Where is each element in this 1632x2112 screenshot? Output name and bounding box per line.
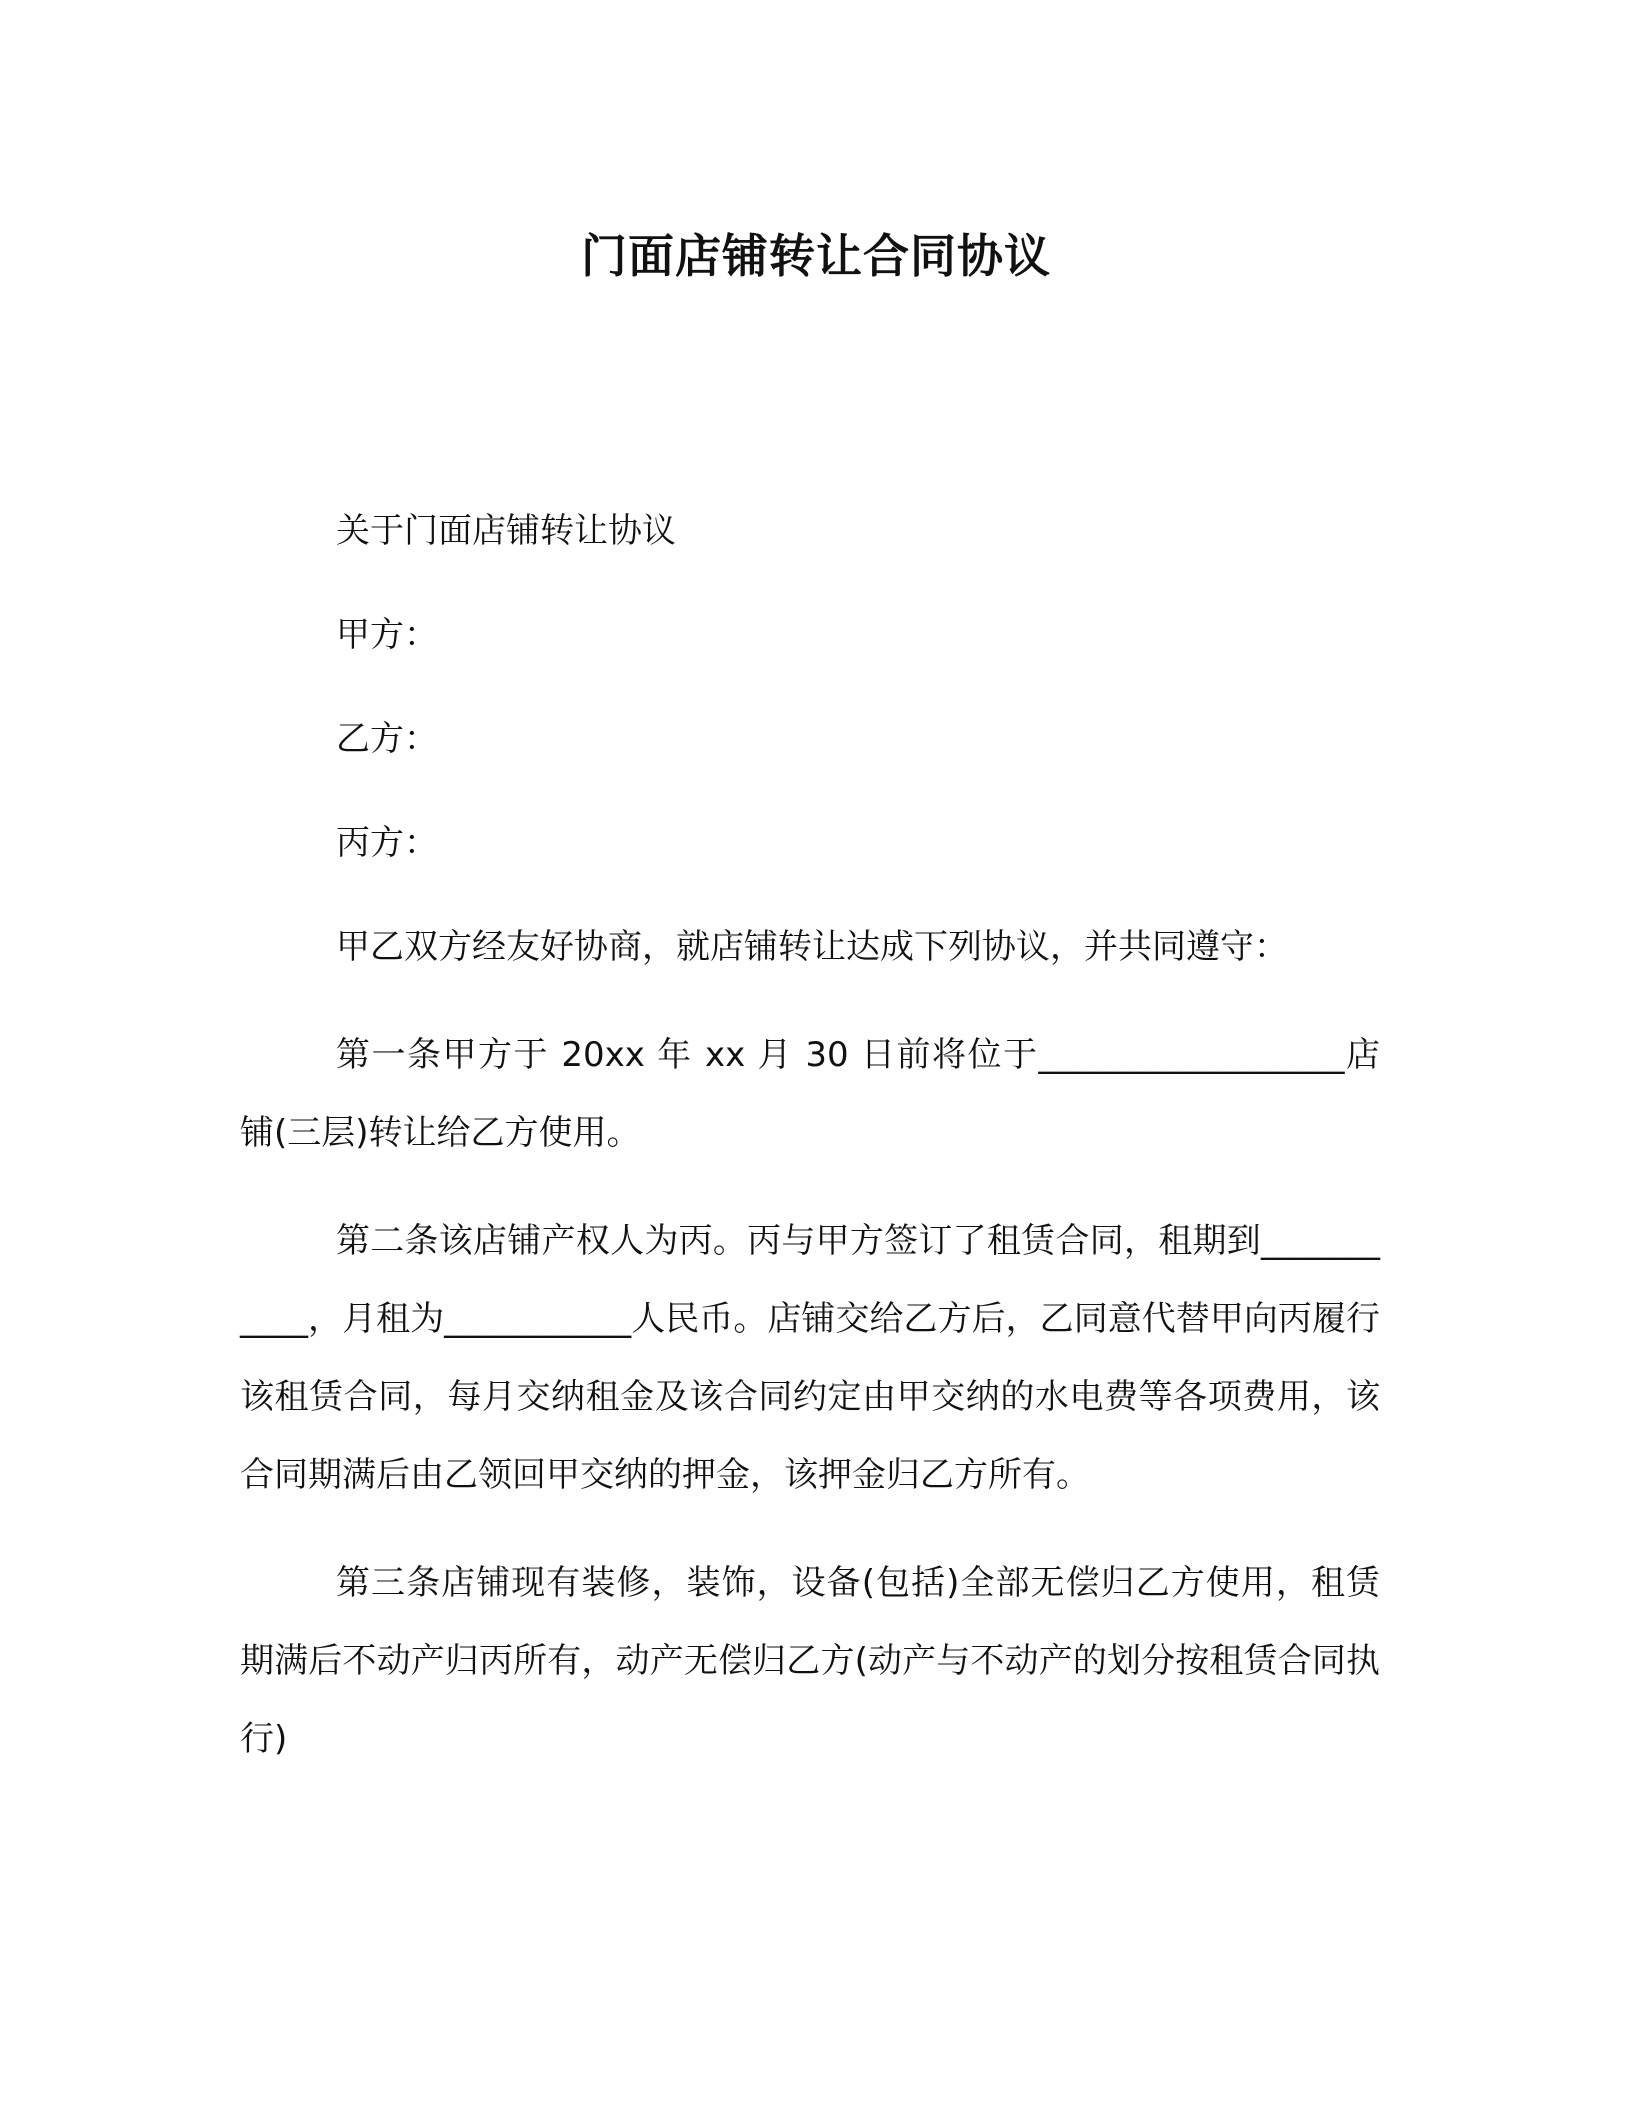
article-1: 第一条甲方于 20xx 年 xx 月 30 日前将位于__________________店铺(三层)转让给乙方使用。	[240, 1035, 1380, 1153]
party-c-line: 丙方：	[336, 823, 438, 863]
article-2: 第二条该店铺产权人为丙。丙与甲方签订了租赁合同，租期到___________，月租为___________人民币。店铺交给乙方后，乙同意代替甲向丙履行该租赁合同，每月交纳租金及该合同约定由甲交纳的水电费等各项费用，该合同期满后由乙领回甲交纳的押金，该押金归乙方所有。	[240, 1221, 1380, 1495]
document-body	[240, 492, 1380, 1808]
party-a-line: 甲方：	[336, 615, 438, 655]
document-title: 门面店铺转让合同协议	[581, 229, 1051, 283]
article-3: 第三条店铺现有装修，装饰，设备(包括)全部无偿归乙方使用，租赁期满后不动产归丙所有，动产无偿归乙方(动产与不动产的划分按租赁合同执行)	[240, 1563, 1380, 1759]
party-b-line: 乙方：	[336, 719, 438, 759]
intro-paragraph: 甲乙双方经友好协商，就店铺转让达成下列协议，并共同遵守：	[336, 927, 1288, 967]
agreement-heading: 关于门面店铺转让协议	[336, 511, 676, 551]
